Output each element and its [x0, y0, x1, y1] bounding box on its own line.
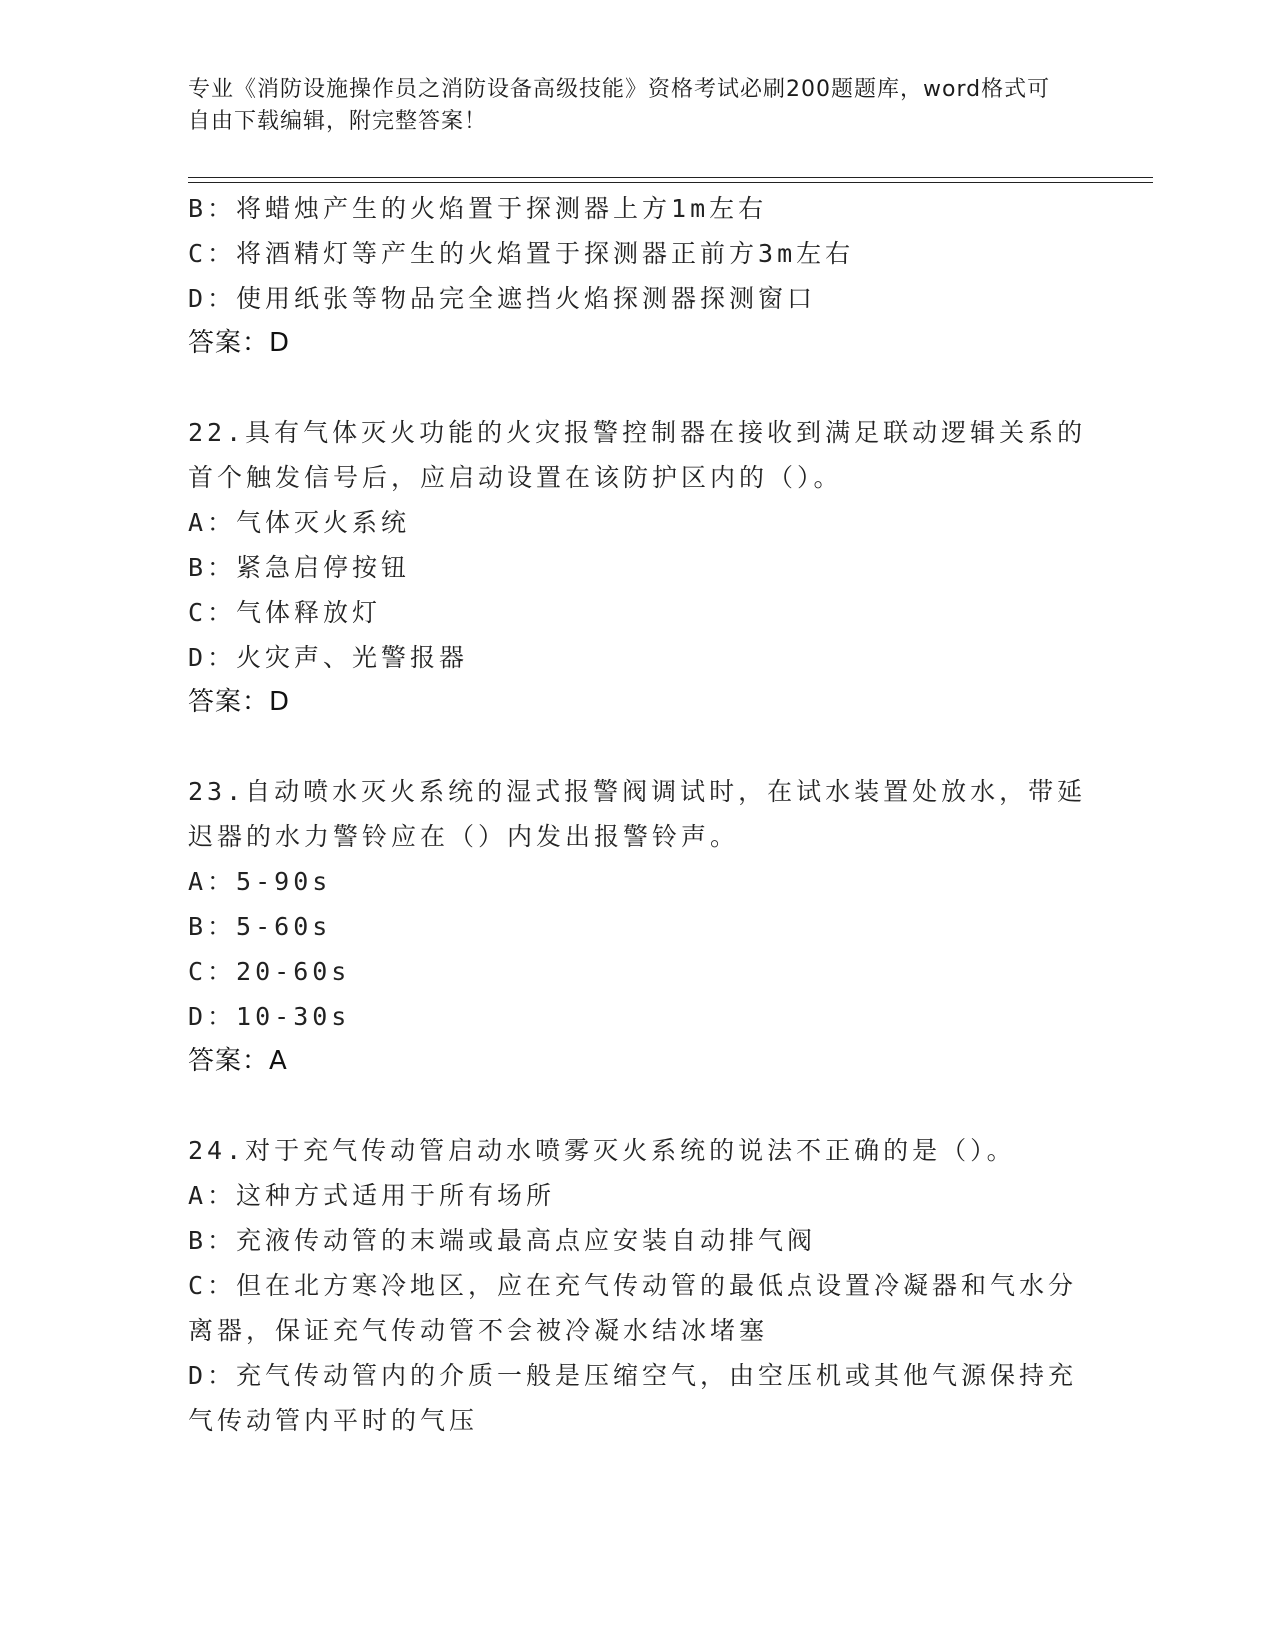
spacer — [188, 725, 1068, 769]
document-header: 专业《消防设施操作员之消防设备高级技能》资格考试必刷200题题库，word格式可自由下载编辑，附完整答案！ — [188, 77, 1051, 134]
q23-stem-line-2: 迟器的水力警铃应在（）内发出报警铃声。 — [188, 822, 740, 851]
q21-option-d: D：使用纸张等物品完全遮挡火焰探测器探测窗口 — [188, 284, 817, 313]
question-content — [188, 186, 1087, 1443]
question-21-partial — [188, 186, 1068, 366]
q22-option-a: A：气体灭火系统 — [188, 508, 411, 537]
q22-stem-line-2: 首个触发信号后，应启动设置在该防护区内的（）。 — [188, 463, 843, 492]
q22-option-d: D：火灾声、光警报器 — [188, 643, 469, 672]
q21-option-b: B：将蜡烛产生的火焰置于探测器上方1m左右 — [188, 194, 768, 223]
q23-stem-line-1: 23.自动喷水灭火系统的湿式报警阀调试时，在试水装置处放水，带延 — [188, 777, 1087, 806]
q24-option-c-line-1: C：但在北方寒冷地区，应在充气传动管的最低点设置冷凝器和气水分 — [188, 1271, 1078, 1300]
header-divider-bottom — [188, 182, 1153, 183]
q24-stem-line-1: 24.对于充气传动管启动水喷雾灭火系统的说法不正确的是（）。 — [188, 1136, 1016, 1165]
q21-option-c: C：将酒精灯等产生的火焰置于探测器正前方3m左右 — [188, 239, 855, 268]
q22-option-b: B：紧急启停按钮 — [188, 553, 411, 582]
q21-answer: 答案：D — [188, 328, 291, 358]
q23-option-d: D：10-30s — [188, 1002, 351, 1031]
q22-stem-line-1: 22.具有气体灭火功能的火灾报警控制器在接收到满足联动逻辑关系的 — [188, 418, 1087, 447]
question-22 — [188, 410, 1087, 725]
q24-option-c-line-2: 离器，保证充气传动管不会被冷凝水结冰堵塞 — [188, 1316, 769, 1345]
q24-option-d-line-2: 气传动管内平时的气压 — [188, 1406, 479, 1435]
q23-option-b: B：5-60s — [188, 912, 332, 941]
q22-answer: 答案：D — [188, 687, 291, 717]
q24-option-a: A：这种方式适用于所有场所 — [188, 1181, 556, 1210]
question-24 — [188, 1128, 1078, 1443]
q24-option-d-line-1: D：充气传动管内的介质一般是压缩空气，由空压机或其他气源保持充 — [188, 1361, 1078, 1390]
q24-option-b: B：充液传动管的末端或最高点应安装自动排气阀 — [188, 1226, 817, 1255]
q23-answer: 答案：A — [188, 1046, 288, 1076]
q23-option-a: A：5-90s — [188, 867, 332, 896]
q23-option-c: C：20-60s — [188, 957, 351, 986]
q22-option-c: C：气体释放灯 — [188, 598, 382, 627]
header-divider-top — [188, 177, 1153, 178]
spacer — [188, 1084, 1068, 1128]
spacer — [188, 366, 1068, 410]
question-23 — [188, 769, 1087, 1084]
